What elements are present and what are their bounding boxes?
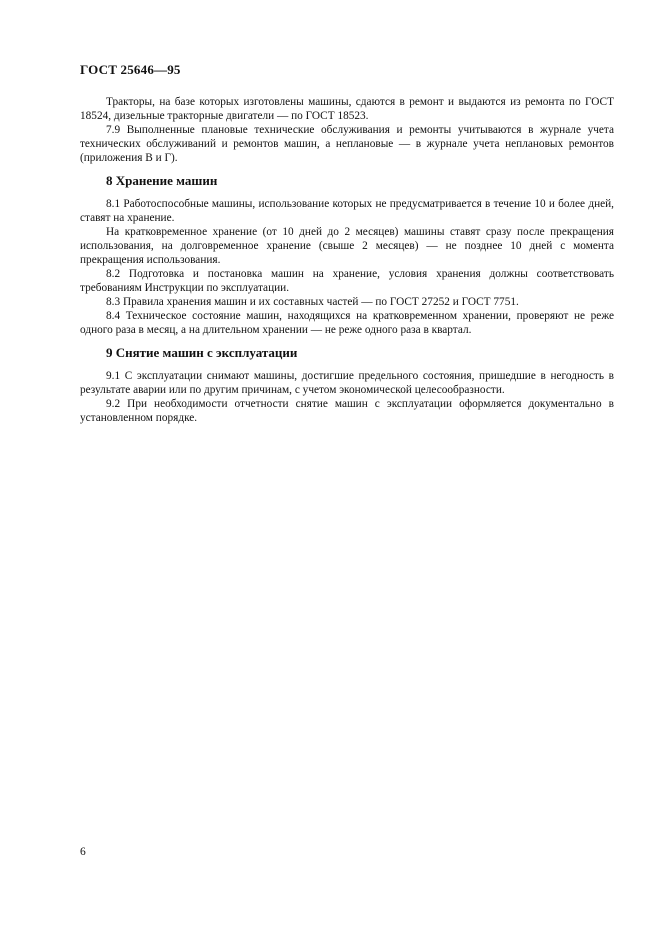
paragraph-8-2: 8.2 Подготовка и постановка машин на хранение, условия хранения должны соответствовать требованиям Инструкции по эксплуатации. [80,268,614,294]
paragraph-tractors-repair: Тракторы, на базе которых изготовлены машины, сдаются в ремонт и выдаются из ремонта по ГОСТ 18524, дизельные тракторные двигатели — по ГОСТ 18523. [80,96,614,122]
paragraph-8-1: 8.1 Работоспособные машины, использование которых не предусматривается в течение 10 и более дней, ставят на хранение. [80,198,614,224]
section-9 [80,346,614,425]
document-page [80,0,614,936]
paragraph-8-4: 8.4 Техническое состояние машин, находящихся на кратковременном хранении, проверяют не реже одного раза в месяц, а на длительном хранении — не реже одного раза в квартал. [80,310,614,336]
paragraph-9-1: 9.1 С эксплуатации снимают машины, достигшие предельного состояния, пришедшие в негодность в результате аварии или по другим причинам, с учетом экономической целесообразности. [80,370,614,396]
intro-block [80,95,614,165]
section-8 [80,174,614,337]
paragraph-short-term-storage: На кратковременное хранение (от 10 дней до 2 месяцев) машины ставят сразу после прекращения использования, на долговременное хранение (свыше 2 месяцев) — не позднее 10 дней с момента прекращения использования. [80,226,614,266]
section-9-heading: 9 Снятие машин с эксплуатации [106,345,298,360]
paragraph-8-3: 8.3 Правила хранения машин и их составных частей — по ГОСТ 27252 и ГОСТ 7751. [106,296,519,308]
section-8-heading: 8 Хранение машин [106,173,218,188]
paragraph-9-2: 9.2 При необходимости отчетности снятие машин с эксплуатации оформляется документально в установленном порядке. [80,398,614,424]
page-number: 6 [80,846,86,858]
paragraph-7-9: 7.9 Выполненные плановые технические обслуживания и ремонты учитываются в журнале учета технических обслуживаний и ремонтов машин, а неплановые — в журнале учета неплановых ремонтов (приложения В и Г). [80,124,614,164]
document-header: ГОСТ 25646—95 [80,62,181,77]
